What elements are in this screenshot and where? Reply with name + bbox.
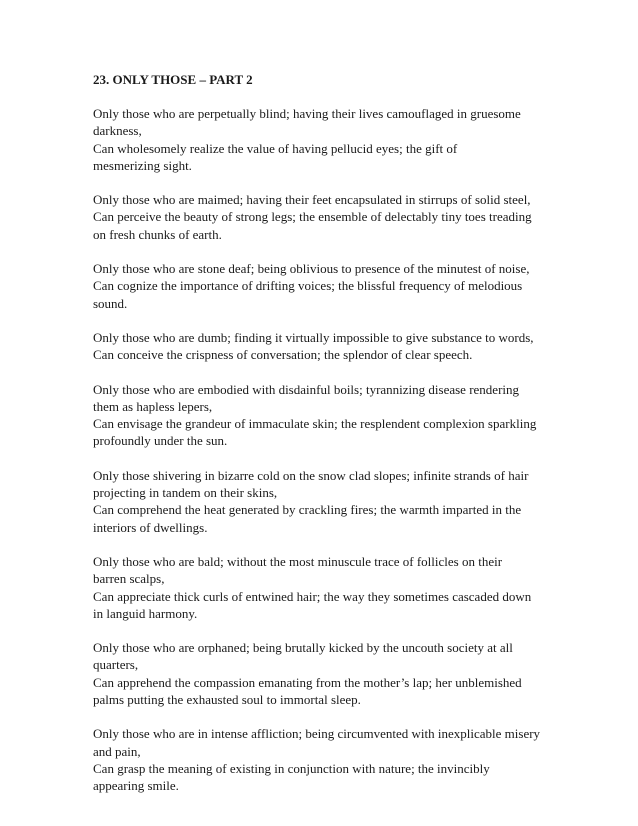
stanza-line: quarters, bbox=[93, 657, 139, 673]
poem-title: 23. ONLY THOSE – PART 2 bbox=[93, 72, 253, 87]
poem-body bbox=[93, 105, 552, 795]
stanza-line: profoundly under the sun. bbox=[93, 433, 228, 449]
stanza-line: Can apprehend the compassion emanating from the mother’s lap; her unblemished bbox=[93, 674, 522, 690]
stanza-line: mesmerizing sight. bbox=[93, 157, 192, 173]
stanza-line: Only those who are in intense affliction; being circumvented with inexplicable misery bbox=[93, 726, 541, 742]
stanza-6 bbox=[93, 467, 552, 536]
stanza-line: Can perceive the beauty of strong legs; the ensemble of delectably tiny toes treading bbox=[93, 209, 532, 225]
stanza-1 bbox=[93, 105, 552, 174]
stanza-line: Can comprehend the heat generated by crackling fires; the warmth imparted in the bbox=[93, 502, 522, 518]
stanza-line: Only those who are stone deaf; being oblivious to presence of the minutest of noise, bbox=[93, 261, 530, 277]
stanza-line: Only those who are dumb; finding it virtually impossible to give substance to words, bbox=[93, 329, 534, 345]
stanza-line: on fresh chunks of earth. bbox=[93, 226, 222, 242]
stanza-line: Only those who are maimed; having their feet encapsulated in stirrups of solid steel, bbox=[93, 192, 531, 208]
stanza-line: darkness, bbox=[93, 123, 142, 139]
stanza-line: Only those who are embodied with disdainful boils; tyrannizing disease rendering bbox=[93, 381, 520, 397]
stanza-line: Only those who are perpetually blind; having their lives camouflaged in gruesome bbox=[93, 106, 521, 121]
stanza-line: Can wholesomely realize the value of having pellucid eyes; the gift of bbox=[93, 140, 458, 156]
stanza-4 bbox=[93, 329, 552, 364]
stanza-line: interiors of dwellings. bbox=[93, 519, 208, 535]
stanza-2 bbox=[93, 191, 552, 243]
stanza-line: Only those who are orphaned; being brutally kicked by the uncouth society at all bbox=[93, 640, 513, 656]
stanza-line: Can grasp the meaning of existing in conjunction with nature; the invincibly bbox=[93, 760, 490, 776]
stanza-line: Can envisage the grandeur of immaculate skin; the resplendent complexion sparkling bbox=[93, 416, 537, 432]
stanza-8 bbox=[93, 639, 552, 708]
stanza-3 bbox=[93, 260, 552, 312]
stanza-line: Can conceive the crispness of conversation; the splendor of clear speech. bbox=[93, 347, 473, 363]
stanza-line: barren scalps, bbox=[93, 571, 165, 587]
stanza-line: Can cognize the importance of drifting voices; the blissful frequency of melodious bbox=[93, 278, 523, 294]
stanza-line: and pain, bbox=[93, 743, 141, 759]
stanza-line: in languid harmony. bbox=[93, 605, 198, 621]
stanza-5 bbox=[93, 381, 552, 450]
stanza-7 bbox=[93, 553, 552, 622]
stanza-line: them as hapless lepers, bbox=[93, 398, 213, 414]
stanza-line: Can appreciate thick curls of entwined hair; the way they sometimes cascaded down bbox=[93, 588, 532, 604]
stanza-line: appearing smile. bbox=[93, 778, 179, 794]
stanza-line: palms putting the exhausted soul to immortal sleep. bbox=[93, 692, 361, 708]
stanza-line: projecting in tandem on their skins, bbox=[93, 485, 278, 501]
stanza-line: Only those shivering in bizarre cold on the snow clad slopes; infinite strands of hair bbox=[93, 467, 529, 483]
stanza-line: Only those who are bald; without the most minuscule trace of follicles on their bbox=[93, 553, 503, 569]
stanza-9 bbox=[93, 725, 552, 794]
stanza-line: sound. bbox=[93, 295, 128, 311]
